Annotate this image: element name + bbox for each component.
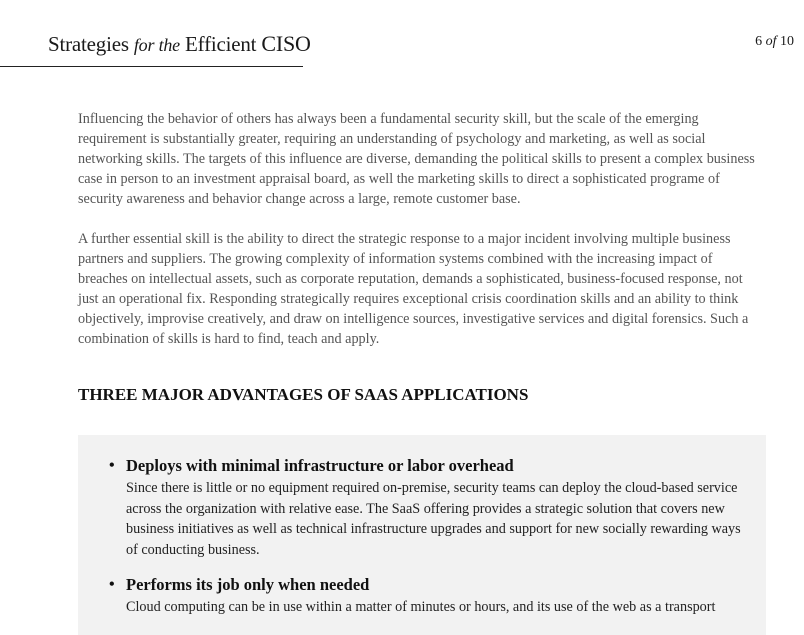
bullet-icon: • (109, 457, 115, 474)
advantage-description: Since there is little or no equipment required on-premise, security teams can deploy the cloud-based service across the organization with relative ease. The SaaS offering provides a strategic solution that covers new business initiatives as well as technical infrastructure upgrades and support for new socially rewarding ways of conducting business. (126, 480, 741, 558)
header-rule (0, 66, 303, 67)
page-header (0, 0, 804, 70)
paragraph-strategic-response: A further essential skill is the ability to direct the strategic response to a major incident involving multiple business partners and suppliers. The growing complexity of information systems combined with the increasing impact of breaches on intellectual assets, such as corporate reputation, demands a sophisticated, business-focused response, not just an operational fix. Responding strategically requires exceptional crisis coordination skills and an ability to think objectively, improvise creatively, and draw on intelligence sources, investigative services and digital forensics. Such a combination of skills is hard to find, teach and apply. (78, 231, 749, 347)
paragraph-influencing-behavior: Influencing the behavior of others has always been a fundamental security skill, but the scale of the emerging requirement is substantially greater, requiring an understanding of psychology and marketing, as well as social networking skills. The targets of this influence are diverse, demanding the political skills to present a complex business case in person to an investment appraisal board, as well the marketing skills to direct a sophisticated programe of security awareness and behavior change across a large, remote customer base. (78, 111, 755, 207)
advantage-title: Performs its job only when needed (126, 575, 370, 594)
advantages-callout-box (78, 435, 766, 635)
bullet-icon: • (109, 576, 115, 593)
advantage-description: Cloud computing can be in use within a matter of minutes or hours, and its use of the web as a transport (126, 599, 716, 615)
title-ciso: CISO (261, 31, 311, 56)
page-current: 6 (755, 34, 763, 49)
title-for-the: for the (133, 35, 180, 55)
page-of: of (765, 34, 777, 49)
page-total: 10 (780, 34, 794, 49)
page-number (755, 34, 794, 50)
advantage-title: Deploys with minimal infrastructure or labor overhead (126, 456, 514, 475)
title-strategies: Strategies (48, 32, 134, 56)
document-title (48, 31, 311, 57)
title-efficient: Efficient (179, 32, 262, 56)
section-heading: THREE MAJOR ADVANTAGES OF SAAS APPLICATIONS (78, 385, 529, 404)
advantage-item (109, 455, 746, 560)
advantage-item (109, 574, 746, 618)
